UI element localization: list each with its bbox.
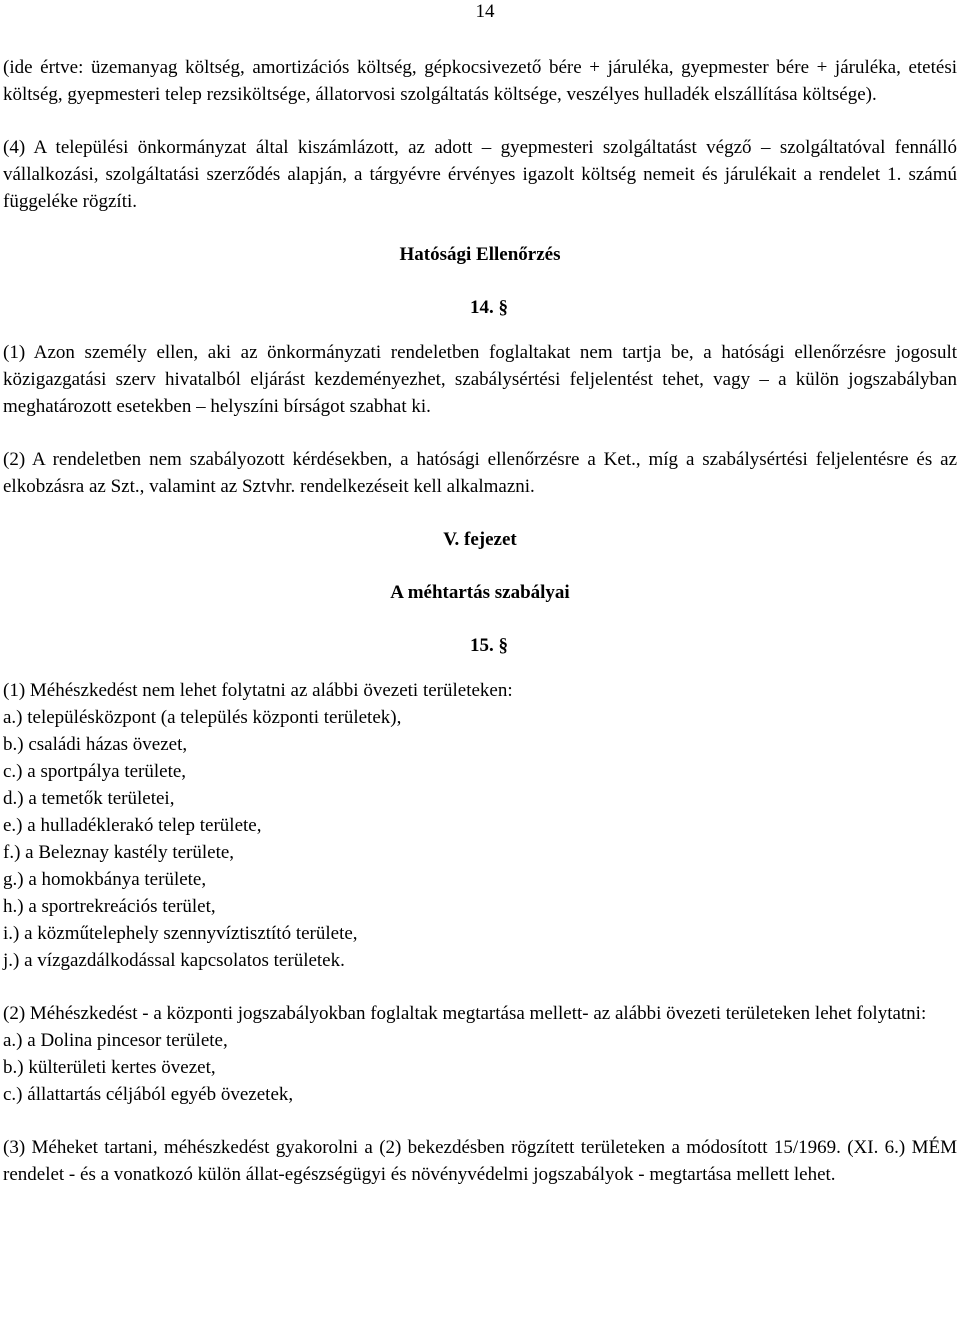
list-item: g.) a homokbánya területe, <box>3 869 207 890</box>
list-item: a.) településközpont (a település központi területek), <box>3 707 402 728</box>
section-15-paragraph-3: (3) Méheket tartani, méhészkedést gyakorolni a (2) bekezdésben rögzített területeken a módosított 15/1969. (XI. 6.) MÉM rendelet - és a vonatkozó külön állat-egészségügyi és növényvédelmi jogszabályok - megtartása mellett lehet. <box>3 1137 957 1185</box>
chapter-number: V. fejezet <box>443 529 517 550</box>
list-item: d.) a temetők területei, <box>3 788 175 809</box>
list-item: b.) családi házas övezet, <box>3 734 188 755</box>
section-14-paragraph-1: (1) Azon személy ellen, aki az önkormányzati rendeletben foglaltakat nem tartja be, a hatósági ellenőrzésre jogosult közigazgatási szerv hivatalból eljárást kezdeményezhet, szabálysértési feljelentést tehet, vagy – a külön jogszabályban meghatározott esetekben – helyszíni bírságot szabhat ki. <box>3 342 957 417</box>
list-item: h.) a sportrekreációs terület, <box>3 896 216 917</box>
document-body <box>3 54 957 1188</box>
list-item: c.) a sportpálya területe, <box>3 761 187 782</box>
list-item: a.) a Dolina pincesor területe, <box>3 1030 228 1051</box>
intro-paragraph: (ide értve: üzemanyag költség, amortizációs költség, gépkocsivezető bére + járuléka, gyepmester bére + járuléka, etetési költség, gyepmesteri telep rezsiköltsége, állatorvosi szolgáltatás költsége, veszélyes hulladék elszállítása költsége). <box>3 57 957 105</box>
list-item: j.) a vízgazdálkodással kapcsolatos területek. <box>3 950 345 971</box>
list-item: i.) a közműtelephely szennyvíztisztító területe, <box>3 923 358 944</box>
list-item: b.) külterületi kertes övezet, <box>3 1057 216 1078</box>
paragraph-4: (4) A települési önkormányzat által kiszámlázott, az adott – gyepmesteri szolgáltatást végző – szolgáltatóval fennálló vállalkozási, szolgáltatási szerződés alapján, a tárgyévre érvényes igazolt költség nemeit és járulékait a rendelet 1. számú függeléke rögzíti. <box>3 137 957 212</box>
section-number-14: 14. § <box>470 297 508 318</box>
section-15-paragraph-2-intro: (2) Méhészkedést - a központi jogszabályokban foglaltak megtartása mellett- az alábbi övezeti területeken lehet folytatni: <box>3 1003 927 1024</box>
section-14-paragraph-2: (2) A rendeletben nem szabályozott kérdésekben, a hatósági ellenőrzésre a Ket., míg a szabálysértési feljelentésre és az elkobzásra az Szt., valamint az Sztvhr. rendelkezéseit kell alkalmazni. <box>3 449 957 497</box>
list-item: f.) a Beleznay kastély területe, <box>3 842 235 863</box>
section-heading-hatosagi: Hatósági Ellenőrzés <box>399 244 561 265</box>
page-number: 14 <box>475 1 495 22</box>
list-item: c.) állattartás céljából egyéb övezetek, <box>3 1084 294 1105</box>
list-item: e.) a hulladéklerakó telep területe, <box>3 815 262 836</box>
section-number-15: 15. § <box>470 635 508 656</box>
chapter-title: A méhtartás szabályai <box>390 582 570 603</box>
section-15-paragraph-1-intro: (1) Méhészkedést nem lehet folytatni az alábbi övezeti területeken: <box>3 680 513 701</box>
